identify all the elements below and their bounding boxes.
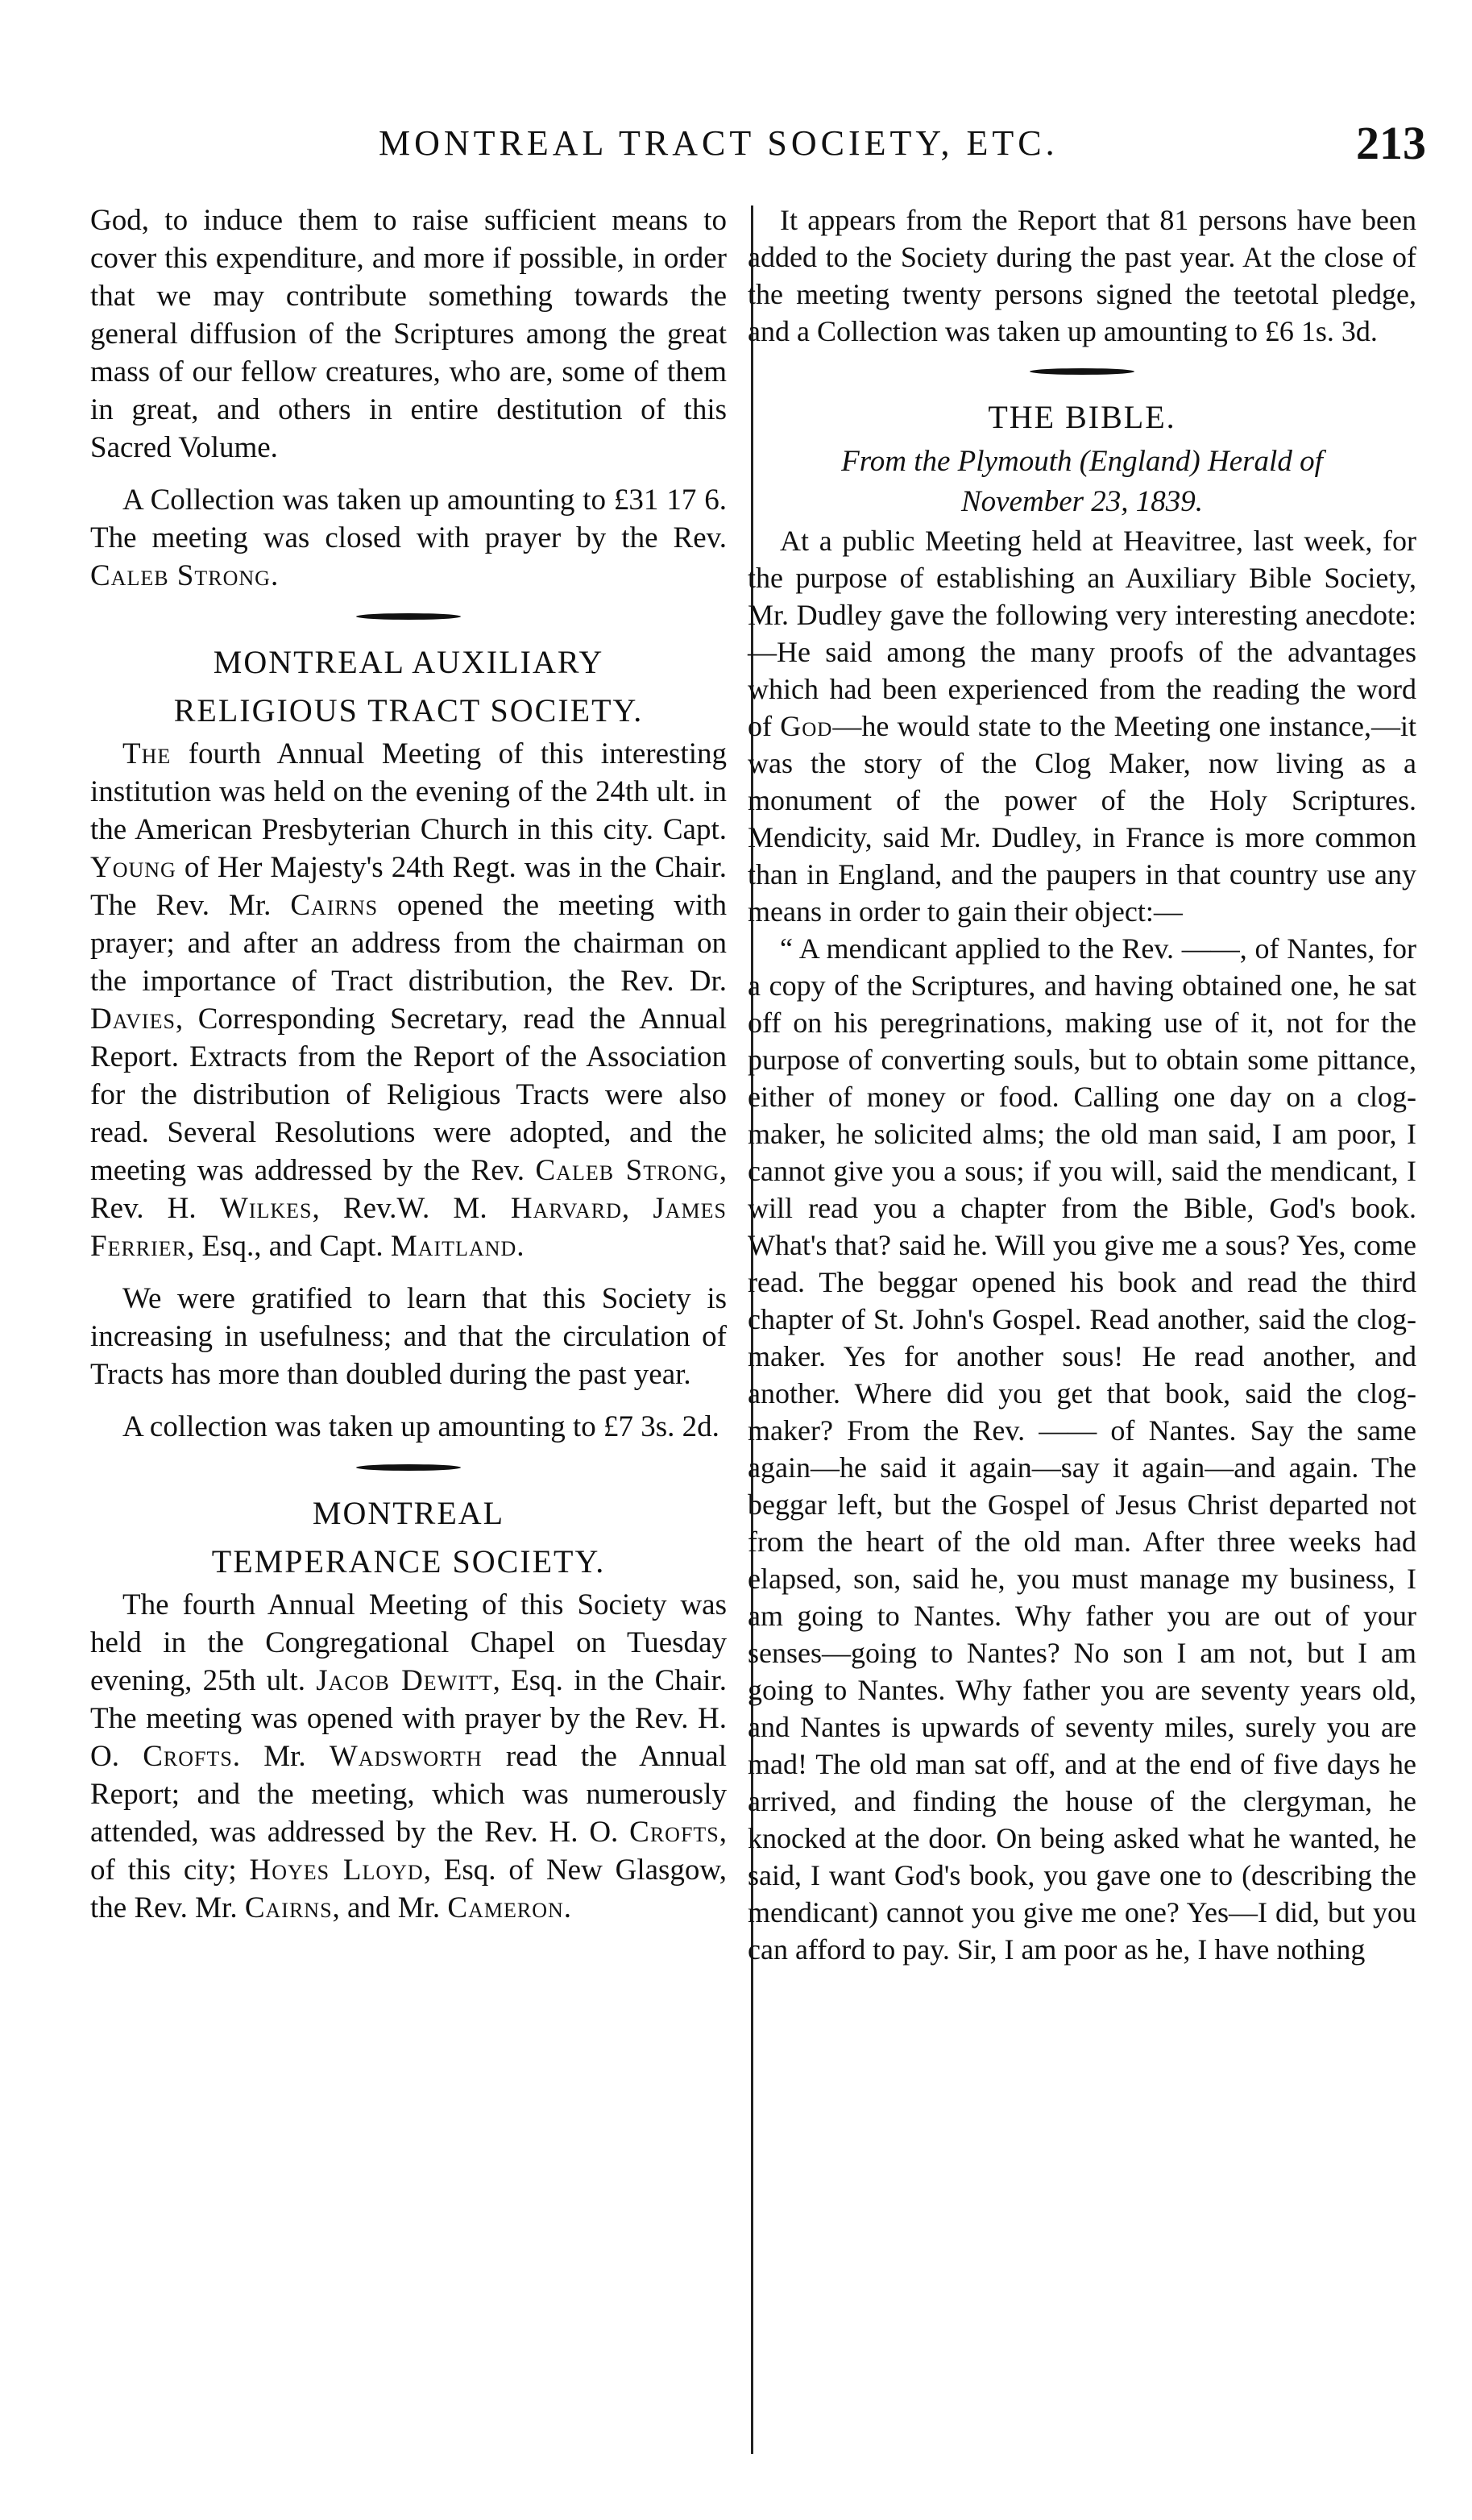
- section-heading-line: RELIGIOUS TRACT SOCIETY.: [173, 692, 644, 729]
- tract-society-paragraph: [90, 735, 727, 1265]
- temperance-paragraph: [90, 1586, 727, 1927]
- person-name: Wilkes: [219, 1192, 313, 1225]
- person-name: Jacob Dewitt: [316, 1664, 493, 1697]
- continued-paragraph: God, to induce them to raise sufficient means to cover this expenditure, and more if possible, in order that we may contribute something towards the general diffusion of the Scriptures among the great mass of our fellow creatures, who are, some of them in great, and others in entire destitution of this Sacred Volume.: [90, 204, 727, 464]
- divider-ornament: [1030, 368, 1134, 375]
- text-run: A Collection was taken up amounting to £31 17 6. The meeting was closed with prayer by the Rev.: [90, 484, 727, 554]
- text-run: of Her Majesty's 24th Regt. was in the Chair. The Rev. Mr.: [90, 851, 727, 922]
- lead-word: The: [122, 737, 172, 770]
- text-run: , of this city;: [90, 1816, 727, 1887]
- text-run: , Esq., and Capt.: [187, 1230, 391, 1263]
- person-name: Cairns: [290, 889, 379, 922]
- text-run: opened the meeting with prayer; and after an address from the chairman on the importance of Tract distribution, the Rev. Dr.: [90, 889, 728, 998]
- running-title: MONTREAL TRACT SOCIETY, ETC.: [379, 123, 1059, 163]
- text-run: , Rev. H.: [90, 1154, 727, 1225]
- person-name: James Ferrier: [90, 1192, 728, 1263]
- text-run: , Esq. of New Glasgow, the Rev. Mr.: [90, 1854, 727, 1924]
- tract-society-paragraph: A collection was taken up amounting to £7 3s. 2d.: [122, 1410, 719, 1443]
- text-run: read the Annual Report; and the meeting, which was numerously attended, was addressed by the Rev. H. O.: [90, 1740, 727, 1849]
- person-name: Harvard: [510, 1192, 622, 1225]
- text-run: , Corresponding Secretary, read the Annual Report. Extracts from the Report of the Association for the distribution of Religious Tracts were also read. Several Resolutions were adopted, and the meeting was addressed by the Rev.: [90, 1003, 727, 1187]
- left-column: [90, 201, 727, 1927]
- text-run: At a public Meeting held at Heavitree, last week, for the purpose of establishing an Auxiliary Bible Society, Mr. Dudley gave the following very interesting anecdote: —He said among the many proofs of the advantages which had been experienced from the reading the word of: [748, 525, 1416, 742]
- text-run: , Esq. in the Chair. The meeting was opened with prayer by the Rev. H. O.: [90, 1664, 727, 1773]
- divider-ornament: [356, 1464, 461, 1471]
- text-run: .: [516, 1230, 525, 1263]
- text-run: fourth Annual Meeting of this interesting institution was held on the evening of the 24th ult. in the American Presbyterian Church in this city. Capt.: [90, 737, 727, 846]
- text-run: .: [270, 559, 279, 592]
- bible-paragraph: [748, 522, 1416, 930]
- bible-paragraph: “ A mendicant applied to the Rev. ——, of Nantes, for a copy of the Scriptures, and having obtained one, he sat off on his peregrinations, making use of it, not for the purpose of converting souls, but to obtain some pittance, either of money or food. Calling one day on a clog-maker, he solicited alms; the old man said, I am poor, I cannot give you a sous; if you will, said the mendicant, I will read you a chapter from the Bible, God's book. What's that? said he. Will you give me a sous? Yes, come read. The beggar opened his book and read the third chapter of St. John's Gospel. Read another, said the clog-maker. Yes for another sous! He read another, and another. Where did you get that book, said the clog-maker? From the Rev. —— of Nantes. Say the same again—he said it again—say it again—and again. The beggar left, but the Gospel of Jesus Christ departed not from the heart of the old man. After three weeks had elapsed, son, said he, you must manage my business, I am going to Nantes. Why father you are out of your senses—going to Nantes? No son I am not, but I am going to Nantes. Why father you are seventy years old, and Nantes is upwards of seventy miles, surely you are mad! The old man sat off, and at the end of five days he arrived, and finding the house of the clergyman, he knocked at the door. On being asked what he wanted, he said, I want God's book, you gave one to (describing the mendicant) cannot you give me one? Yes—I did, but you can afford to pay. Sir, I am poor as he, I have nothing: [748, 932, 1416, 1966]
- person-name: Crofts: [629, 1816, 719, 1849]
- collection-paragraph: [90, 481, 727, 595]
- person-name: Maitland: [390, 1230, 517, 1263]
- section-heading-line: MONTREAL AUXILIARY: [213, 644, 604, 680]
- text-run: , Rev.W. M.: [312, 1192, 511, 1225]
- divine-name: God: [780, 710, 833, 742]
- page-number: 213: [1356, 117, 1426, 169]
- source-line: From the Plymouth (England) Herald of: [841, 445, 1323, 478]
- divider-ornament: [356, 613, 461, 620]
- source-line: November 23, 1839.: [960, 485, 1204, 518]
- person-name: Young: [90, 851, 176, 884]
- person-name: Davies: [90, 1003, 176, 1036]
- person-name: Crofts: [143, 1740, 233, 1773]
- section-divider: [748, 350, 1416, 393]
- text-run: , and Mr.: [332, 1891, 448, 1924]
- text-run: .: [563, 1891, 572, 1924]
- text-run: ,: [621, 1192, 653, 1225]
- section-heading-line: TEMPERANCE SOCIETY.: [211, 1543, 606, 1580]
- tract-society-paragraph: We were gratified to learn that this Society is increasing in usefulness; and that the circulation of Tracts has more than doubled during the past year.: [90, 1282, 727, 1391]
- section-divider: [90, 1446, 727, 1489]
- person-name: Hoyes Lloyd: [249, 1854, 424, 1887]
- person-name: Cameron: [447, 1891, 564, 1924]
- person-name: Wadsworth: [329, 1740, 483, 1773]
- person-name: Cairns: [244, 1891, 333, 1924]
- text-run: . Mr.: [232, 1740, 330, 1773]
- section-divider: [90, 595, 727, 638]
- person-name: Caleb Strong: [90, 559, 271, 592]
- person-name: Caleb Strong: [535, 1154, 719, 1187]
- text-run: The fourth Annual Meeting of this Society was held in the Congregational Chapel on Tuesday evening, 25th ult.: [90, 1588, 727, 1697]
- text-run: —he would state to the Meeting one instance,—it was the story of the Clog Maker, now living as a monument of the power of the Holy Scriptures. Mendicity, said Mr. Dudley, in France is more common than in England, and the paupers in that country use any means in order to gain their object:—: [748, 710, 1416, 928]
- right-column: [748, 201, 1416, 1968]
- temperance-continued-paragraph: It appears from the Report that 81 persons have been added to the Society during the past year. At the close of the meeting twenty persons signed the teetotal pledge, and a Collection was taken up amounting to £6 1s. 3d.: [748, 204, 1416, 347]
- section-heading-line: MONTREAL: [312, 1495, 505, 1531]
- running-head: [379, 117, 1426, 187]
- section-heading: THE BIBLE.: [988, 399, 1176, 435]
